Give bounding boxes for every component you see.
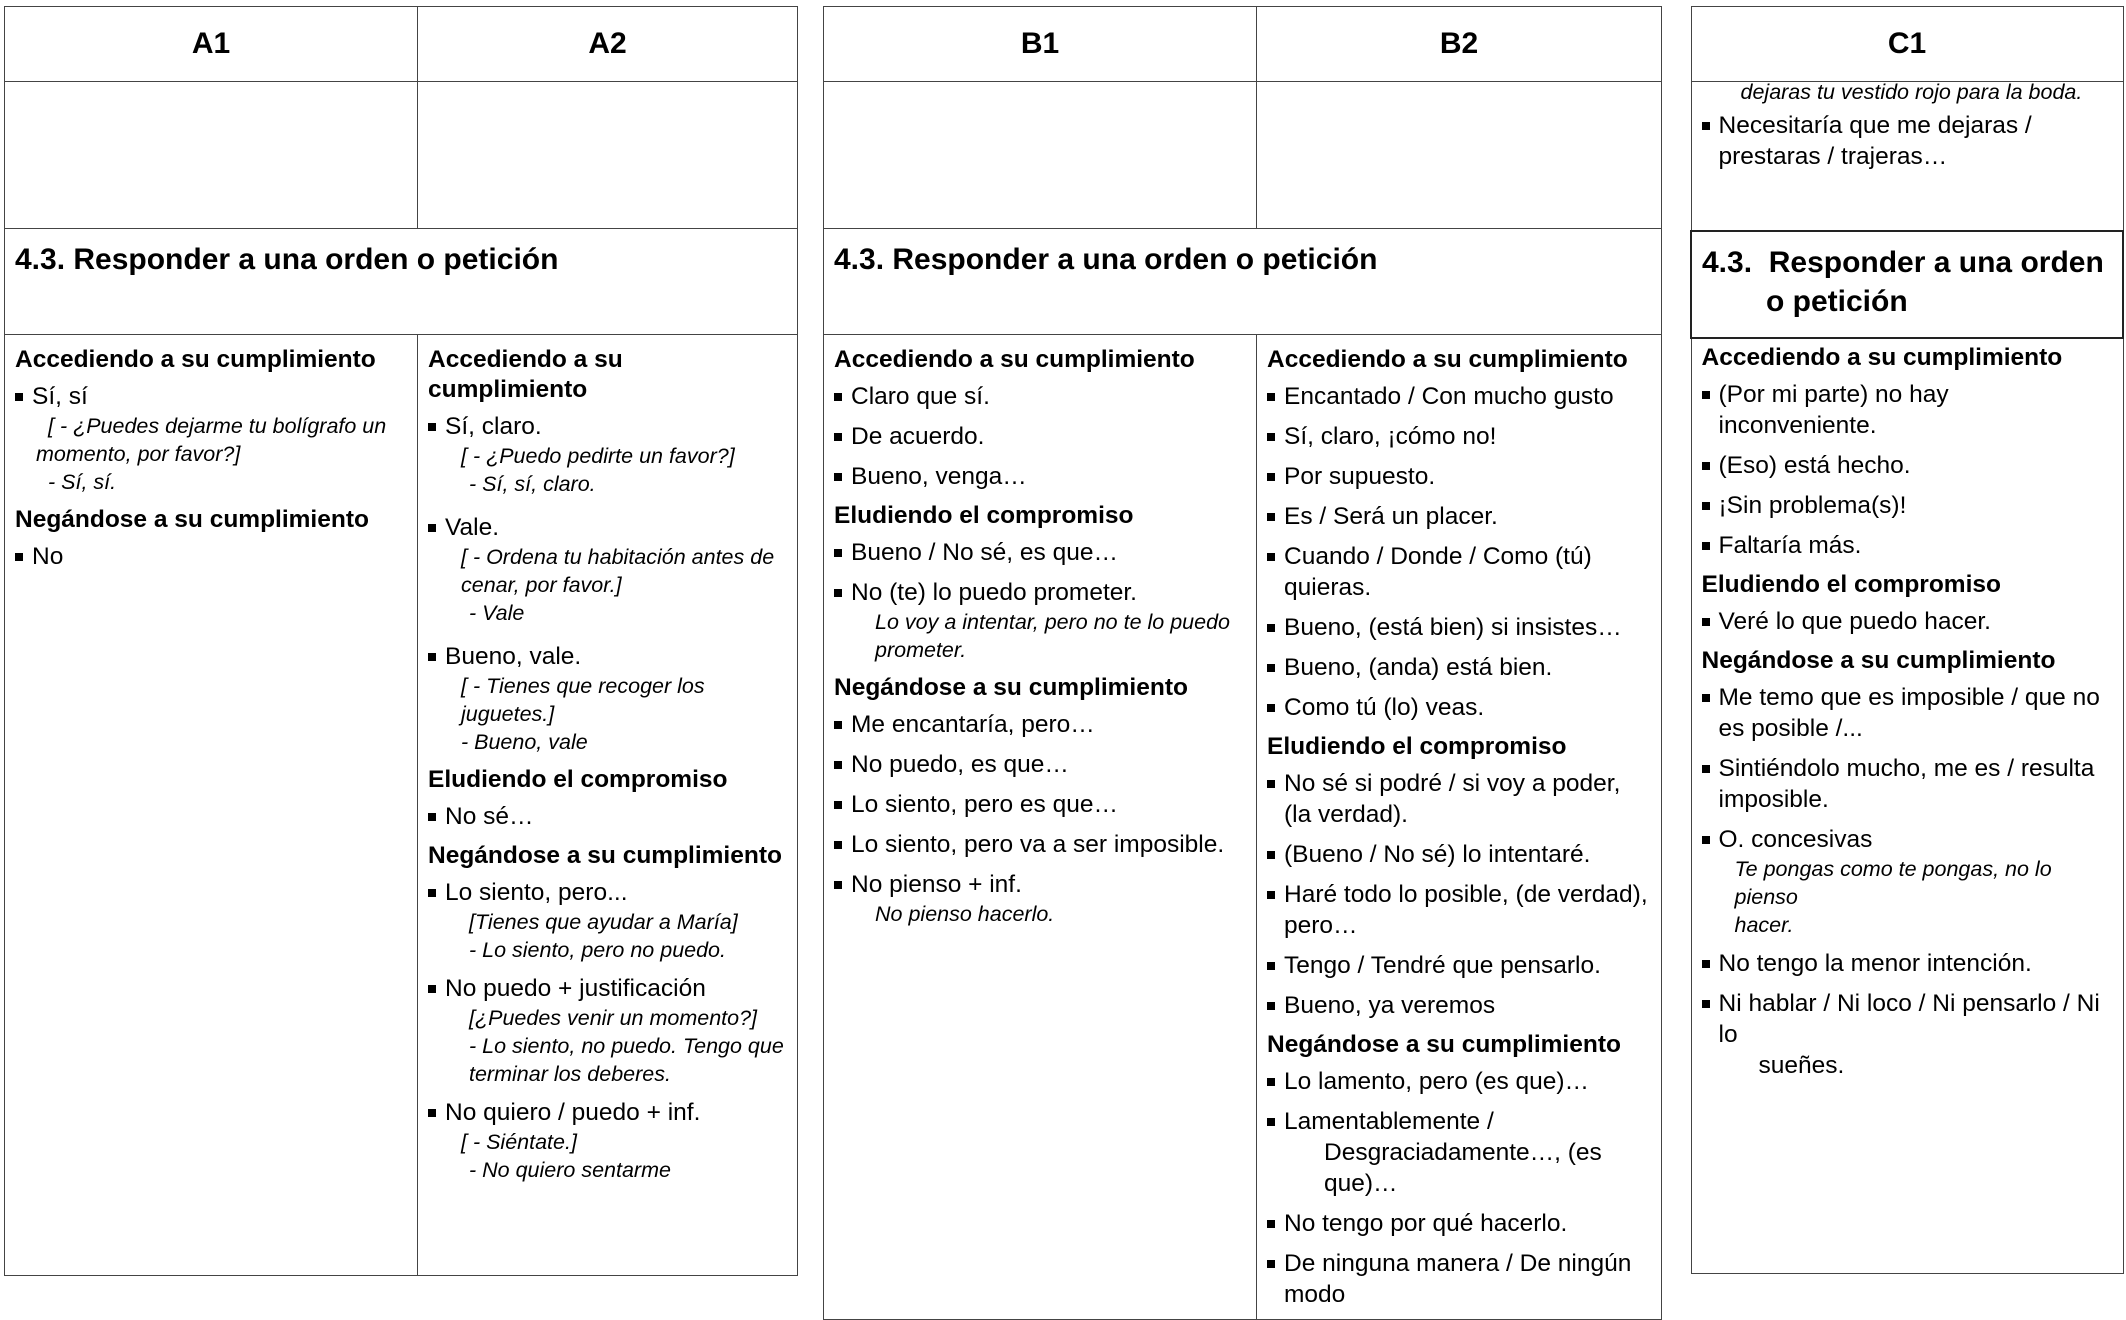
list-item: Bueno, (anda) está bien. xyxy=(1267,652,1651,683)
list-item: No pienso + inf. No pienso hacerlo. xyxy=(834,869,1246,928)
list-item: No quiero / puedo + inf. [ - Siéntate.] - No quiero sentarme xyxy=(428,1097,787,1184)
example-text: [ - Ordena tu habitación antes de cenar, por favor.] - Vale xyxy=(461,545,775,625)
list-item: No puedo, es que… xyxy=(834,749,1246,780)
category-heading: Negándose a su cumplimiento xyxy=(1267,1031,1621,1058)
list-item: Bueno / No sé, es que… xyxy=(834,537,1246,568)
continued-content-cell xyxy=(1691,82,2123,232)
content-cell-b1 xyxy=(824,335,1257,1320)
list-item: (Eso) está hecho. xyxy=(1702,450,2113,481)
list-item: Bueno, ya veremos xyxy=(1267,990,1651,1021)
category-heading: Negándose a su cumplimiento xyxy=(428,842,782,869)
list-item: Tengo / Tendré que pensarlo. xyxy=(1267,950,1651,981)
blank-cell xyxy=(418,82,798,229)
section-title: 4.3. Responder a una orden o petición xyxy=(824,229,1662,335)
list-item: De ninguna manera / De ningún modo xyxy=(1267,1248,1651,1310)
blank-cell xyxy=(5,82,418,229)
list-item: No tengo por qué hacerlo. xyxy=(1267,1208,1651,1239)
category-heading: Eludiendo el compromiso xyxy=(1267,733,1567,760)
list-item: No xyxy=(15,541,407,572)
list-item: Faltaría más. xyxy=(1702,530,2113,561)
example-text: Lo voy a intentar, pero no te lo puedo prometer. xyxy=(875,610,1231,662)
example-text: [ - ¿Puedes dejarme tu bolígrafo un momento, por favor?] - Sí, sí. xyxy=(36,414,387,494)
content-cell-a1 xyxy=(5,335,418,1276)
section-title: 4.3. Responder a una orden o petición xyxy=(1691,231,2123,338)
category-heading: Accediendo a su cumplimiento xyxy=(834,346,1195,373)
example-text: Te pongas como te pongas, no lo pienso hacer. xyxy=(1734,857,2052,937)
content-cell-b2 xyxy=(1257,335,1662,1320)
category-heading: Negándose a su cumplimiento xyxy=(834,674,1188,701)
list-item: Es / Será un placer. xyxy=(1267,501,1651,532)
category-heading: Negándose a su cumplimiento xyxy=(1701,647,2056,674)
list-item: Vale. [ - Ordena tu habitación antes de cenar, por favor.] - Vale xyxy=(428,512,787,627)
list-item: Por supuesto. xyxy=(1267,461,1651,492)
list-item: No sé… xyxy=(428,801,787,832)
list-item: Veré lo que puedo hacer. xyxy=(1702,606,2113,637)
column-header-b1: B1 xyxy=(824,7,1257,82)
list-item: De acuerdo. xyxy=(834,421,1246,452)
list-item: ¡Sin problema(s)! xyxy=(1702,490,2113,521)
panel-a-table xyxy=(4,6,798,1276)
example-text: [¿Puedes venir un momento?] - Lo siento, no puedo. Tengo que terminar los deberes. xyxy=(469,1006,784,1086)
list-item: No (te) lo puedo prometer. Lo voy a intentar, pero no te lo puedo prometer. xyxy=(834,577,1246,664)
list-item: Como tú (lo) veas. xyxy=(1267,692,1651,723)
list-item: Sintiéndolo mucho, me es / resulta imposible. xyxy=(1702,753,2113,815)
list-item: No puedo + justificación [¿Puedes venir un momento?] - Lo siento, no puedo. Tengo que terminar los deberes. xyxy=(428,973,787,1088)
list-item: Haré todo lo posible, (de verdad), pero… xyxy=(1267,879,1651,941)
column-header-a2: A2 xyxy=(418,7,798,82)
column-header-c1: C1 xyxy=(1691,7,2123,82)
list-item: Cuando / Donde / Como (tú) quieras. xyxy=(1267,541,1651,603)
list-item: Sí, claro. [ - ¿Puedo pedirte un favor?] - Sí, sí, claro. xyxy=(428,411,787,498)
list-item: Ni hablar / Ni loco / Ni pensarlo / Ni lo sueñes. xyxy=(1702,988,2113,1081)
example-text: [ - Tienes que recoger los juguetes.] - Bueno, vale xyxy=(461,674,705,754)
list-item: Bueno, venga… xyxy=(834,461,1246,492)
content-cell-a2 xyxy=(418,335,798,1276)
list-item: Me temo que es imposible / que no es posible /... xyxy=(1702,682,2113,744)
example-text: dejaras tu vestido rojo para la boda. xyxy=(1740,80,2083,104)
list-item: Lo siento, pero es que… xyxy=(834,789,1246,820)
example-text: No pienso hacerlo. xyxy=(875,902,1055,926)
list-item: Claro que sí. xyxy=(834,381,1246,412)
list-item: O. concesivas Te pongas como te pongas, no lo pienso hacer. xyxy=(1702,824,2113,939)
list-item: Lamentablemente / Desgraciadamente…, (es que)… xyxy=(1267,1106,1651,1199)
list-item: Necesitaría que me dejaras / prestaras / trajeras… xyxy=(1702,110,2113,172)
column-header-b2: B2 xyxy=(1257,7,1662,82)
list-item: Encantado / Con mucho gusto xyxy=(1267,381,1651,412)
list-item: (Por mi parte) no hay inconveniente. xyxy=(1702,379,2113,441)
list-item: Bueno, vale. [ - Tienes que recoger los juguetes.] - Bueno, vale xyxy=(428,641,787,756)
list-item: No tengo la menor intención. xyxy=(1702,948,2113,979)
list-item: Lo lamento, pero (es que)… xyxy=(1267,1066,1651,1097)
category-heading: Eludiendo el compromiso xyxy=(834,502,1134,529)
category-heading: Accediendo a su cumplimiento xyxy=(428,346,623,403)
column-header-a1: A1 xyxy=(5,7,418,82)
category-heading: Accediendo a su cumplimiento xyxy=(1267,346,1628,373)
list-item: Sí, sí [ - ¿Puedes dejarme tu bolígrafo un momento, por favor?] - Sí, sí. xyxy=(15,381,407,496)
list-item: (Bueno / No sé) lo intentaré. xyxy=(1267,839,1651,870)
list-item: No sé si podré / si voy a poder, (la verdad). xyxy=(1267,768,1651,830)
category-heading: Accediendo a su cumplimiento xyxy=(15,346,376,373)
panel-c-table xyxy=(1690,6,2124,1274)
list-item: Bueno, (está bien) si insistes… xyxy=(1267,612,1651,643)
list-item: Lo siento, pero va a ser imposible. xyxy=(834,829,1246,860)
category-heading: Negándose a su cumplimiento xyxy=(15,506,369,533)
list-item: Sí, claro, ¡cómo no! xyxy=(1267,421,1651,452)
category-heading: Eludiendo el compromiso xyxy=(1701,571,2001,598)
content-cell-c1 xyxy=(1691,338,2123,1274)
category-heading: Accediendo a su cumplimiento xyxy=(1701,344,2063,371)
section-title: 4.3. Responder a una orden o petición xyxy=(5,229,798,335)
category-heading: Eludiendo el compromiso xyxy=(428,766,728,793)
blank-cell xyxy=(824,82,1257,229)
example-text: [Tienes que ayudar a María] - Lo siento, pero no puedo. xyxy=(469,910,738,962)
blank-cell xyxy=(1257,82,1662,229)
panel-b-table xyxy=(823,6,1662,1320)
list-item: Me encantaría, pero… xyxy=(834,709,1246,740)
list-item: Lo siento, pero... [Tienes que ayudar a María] - Lo siento, pero no puedo. xyxy=(428,877,787,964)
example-text: [ - ¿Puedo pedirte un favor?] - Sí, sí, claro. xyxy=(461,444,735,496)
example-text: [ - Siéntate.] - No quiero sentarme xyxy=(461,1130,671,1182)
